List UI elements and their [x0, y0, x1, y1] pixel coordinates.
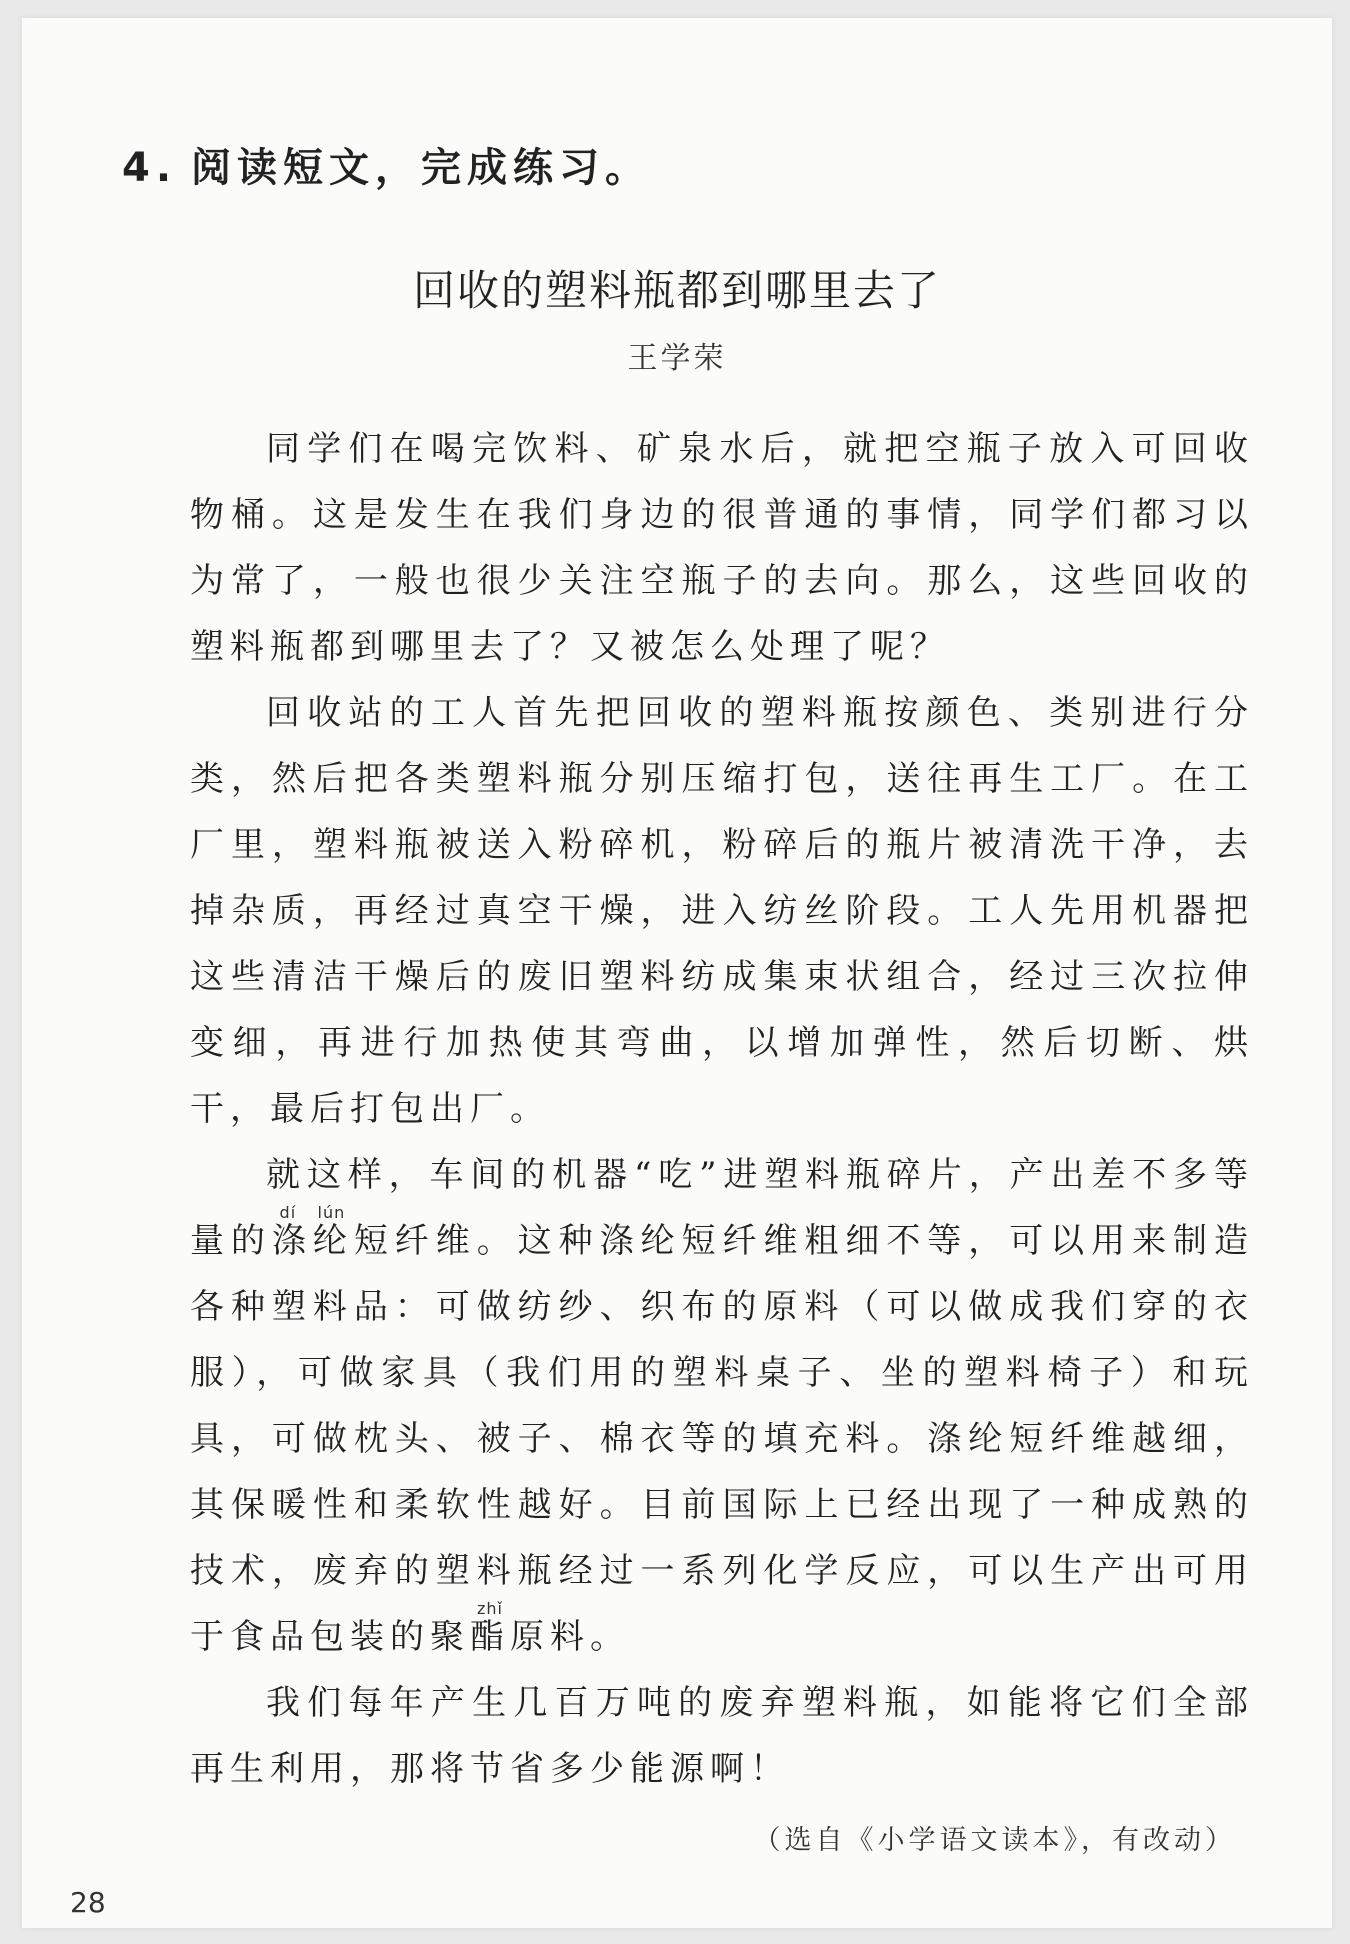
article-title: 回收的塑料瓶都到哪里去了: [412, 266, 941, 315]
paragraph-3-part-b: 短纤维。这种涤纶短纤维粗细不等，可以用来制造各种塑料品：可做纺纱、织布的原料（可以做成我们穿的衣服），可做家具（我们用的塑料桌子、坐的塑料椅子）和玩具，可做枕头、被子、棉衣等的填充料。涤纶短纤维越细，其保暖性和柔软性越好。目前国际上已经出现了一种成熟的技术，废弃的塑料瓶经过一系列化学反应，可以生产出可用于食品包装的聚: [190, 1221, 1255, 1657]
page-number: 28: [70, 1886, 106, 1919]
paragraph-3-part-c: 原料。: [510, 1617, 630, 1657]
pinyin-annotation-dilun: [271, 1203, 354, 1261]
paragraph-2: 回收站的工人首先把回收的塑料瓶按颜色、类别进行分类，然后把各类塑料瓶分别压缩打包，送往再生工厂。在工厂里，塑料瓶被送入粉碎机，粉碎后的瓶片被清洗干净，去掉杂质，再经过真空干燥，进入纺丝阶段。工人先用机器把这些清洁干燥后的废旧塑料纺成集束状组合，经过三次拉伸变细，再进行加热使其弯曲，以增加弹性，然后切断、烘干，最后打包出厂。: [190, 693, 1254, 1129]
question-heading: [122, 136, 651, 193]
pinyin-zhi: zhǐ: [470, 1599, 510, 1618]
source-citation: （选自《小学语文读本》，有改动）: [753, 1825, 1236, 1856]
ruby-base-dilun: 涤纶: [271, 1221, 354, 1261]
paragraph-3: [190, 1142, 1254, 1670]
article-body: [190, 416, 1254, 1802]
question-number: 4.: [122, 145, 178, 191]
paragraph-4: 我们每年产生几百万吨的废弃塑料瓶，如能将它们全部再生利用，那将节省多少能源啊！: [190, 1683, 1254, 1789]
paragraph-3-part-a: 就这样，车间的机器“吃”进塑料瓶碎片，产出差不多等量的: [190, 1155, 1254, 1261]
question-instruction: 阅读短文，完成练习。: [191, 144, 652, 191]
ruby-base-zhi: 酯: [470, 1617, 510, 1657]
textbook-page: [22, 18, 1332, 1928]
pinyin-annotation-zhi: [470, 1599, 510, 1657]
article-author: 王学荣: [627, 341, 727, 376]
pinyin-dilun: dí lún: [271, 1203, 353, 1222]
paragraph-1: 同学们在喝完饮料、矿泉水后，就把空瓶子放入可回收物桶。这是发生在我们身边的很普通的事情，同学们都习以为常了，一般也很少关注空瓶子的去向。那么，这些回收的塑料瓶都到哪里去了？又被怎么处理了呢？: [190, 429, 1254, 667]
